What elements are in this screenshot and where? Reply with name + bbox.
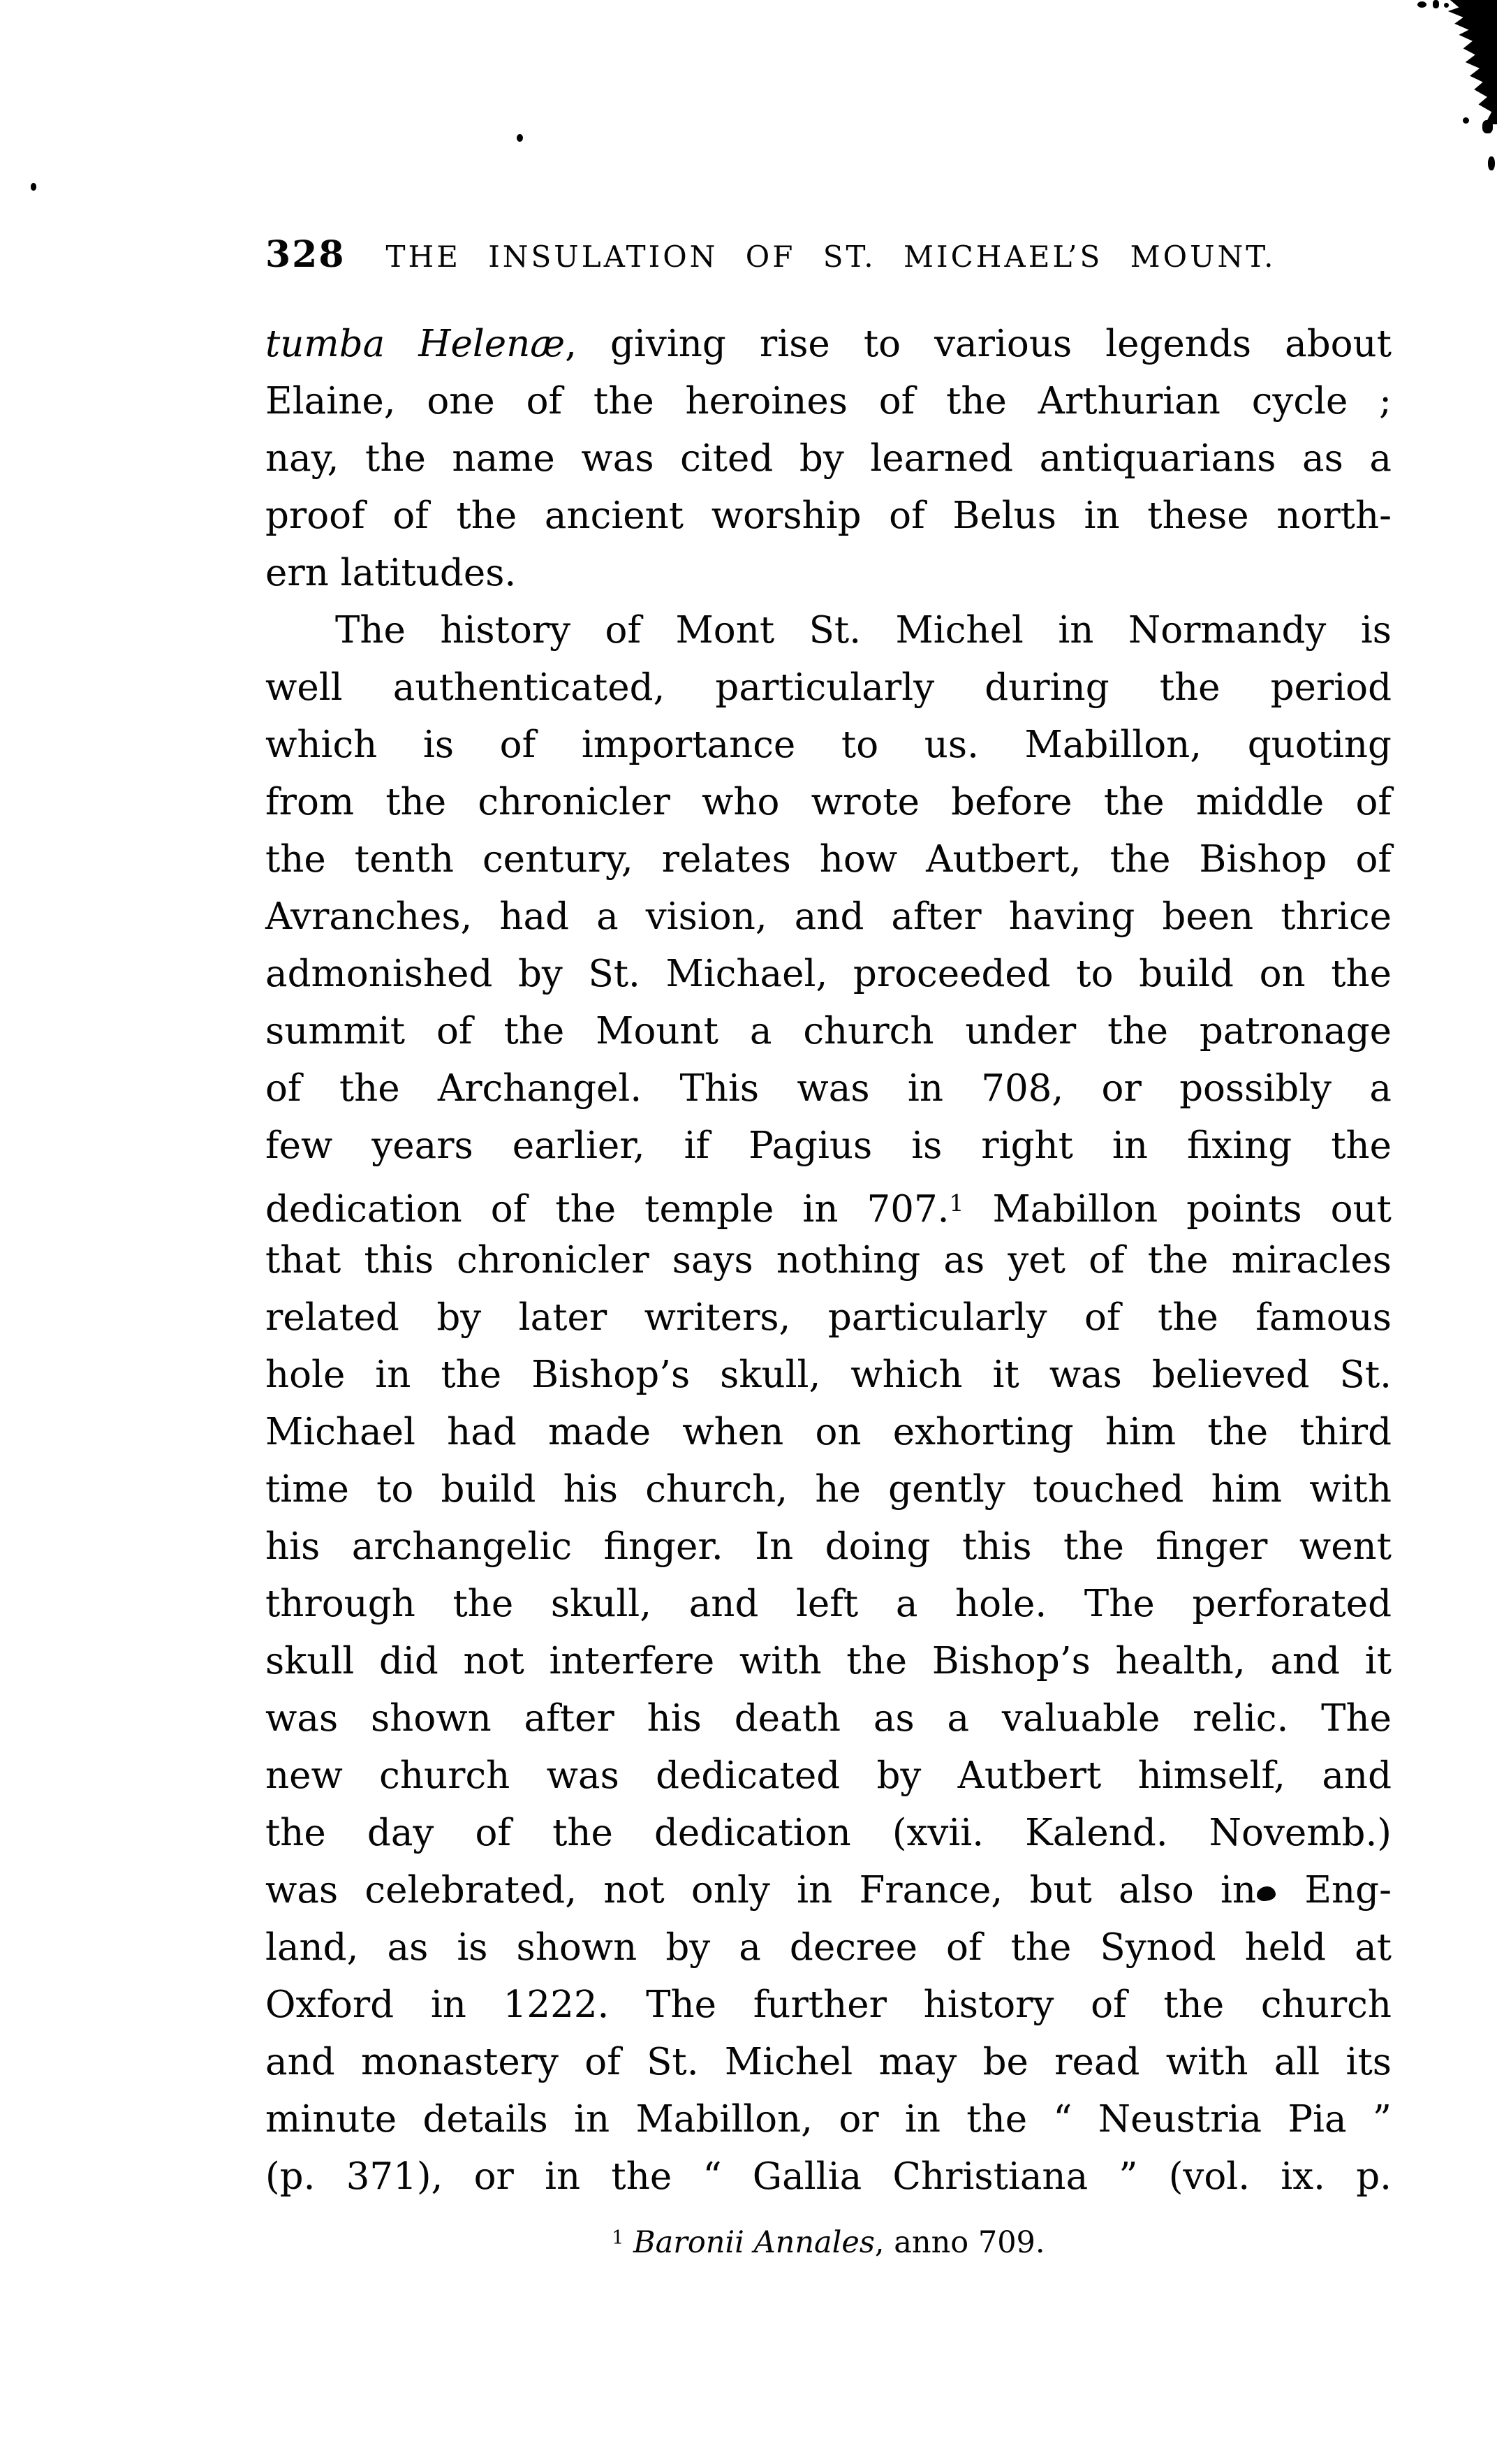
body-line (265, 487, 1392, 545)
body-line (265, 1117, 1392, 1175)
text-segment: nay, the name was cited by learned antiquarians as a (265, 437, 1392, 480)
ink-speck-artifact (31, 183, 36, 191)
text-segment: the tenth century, relates how Autbert, the Bishop of (265, 838, 1392, 881)
text-segment: that this chronicler says nothing as yet of the miracles (265, 1239, 1392, 1282)
text-segment: Oxford in 1222. The further history of the church (265, 1983, 1392, 2026)
text-segment: , anno 709. (874, 2225, 1045, 2260)
text-segment: of the Archangel. This was in 708, or possibly a (265, 1067, 1392, 1110)
body-line (265, 1747, 1392, 1805)
text-segment: summit of the Mount a church under the patronage (265, 1010, 1392, 1053)
footnote (265, 2225, 1392, 2260)
text-segment: proof of the ancient worship of Belus in these north- (265, 494, 1392, 537)
body-line (265, 1690, 1392, 1747)
body-line (265, 430, 1392, 487)
text-segment: the day of the dedication (xvii. Kalend. Novemb.) (265, 1812, 1392, 1854)
text-segment: Mabillon points out (964, 1187, 1392, 1231)
body-line (265, 1461, 1392, 1518)
body-line (265, 373, 1392, 430)
ink-speck-artifact (1433, 0, 1439, 8)
text-segment: was shown after his death as a valuable relic. The (265, 1697, 1392, 1740)
ink-speck-artifact (1444, 3, 1449, 8)
body-line (265, 1633, 1392, 1690)
text-segment (624, 2225, 633, 2260)
body-line (265, 1404, 1392, 1461)
text-segment: (p. 371), or in the “ Gallia Christiana ” (vol. ix. p. (265, 2155, 1392, 2198)
body-line (265, 2034, 1392, 2091)
running-header (265, 233, 1393, 276)
ink-speck-artifact (517, 134, 523, 142)
body-line (265, 1576, 1392, 1633)
ink-speck-artifact (1463, 117, 1469, 124)
text-segment: from the chronicler who wrote before the middle of (265, 781, 1392, 823)
body-line (265, 1862, 1392, 1919)
text-segment: The history of Mont St. Michel in Normandy is (335, 609, 1392, 652)
body-line (265, 2091, 1392, 2148)
text-segment: and monastery of St. Michel may be read with all its (265, 2041, 1392, 2083)
text-segment: hole in the Bishop’s skull, which it was believed St. (265, 1354, 1392, 1396)
body-line (265, 1289, 1392, 1347)
text-segment: few years earlier, if Pagius is right in fixing the (265, 1124, 1392, 1167)
body-line (265, 1060, 1392, 1117)
body-line (265, 659, 1392, 717)
body-line (265, 602, 1392, 659)
text-segment: dedication of the temple in 707. (265, 1187, 950, 1231)
body-line (265, 1518, 1392, 1576)
body-line (265, 545, 1392, 602)
body-line (265, 1805, 1392, 1862)
text-segment: related by later writers, particularly of the famous (265, 1296, 1392, 1339)
body-line (265, 946, 1392, 1003)
text-segment: well authenticated, particularly during the period (265, 666, 1392, 709)
text-segment: tumba Helenæ (265, 323, 566, 365)
text-segment: 1 (612, 2227, 624, 2250)
text-segment: Baronii Annales (633, 2225, 875, 2260)
text-segment: was celebrated, not only in France, but also in (265, 1869, 1257, 1912)
text-segment: through the skull, and left a hole. The perforated (265, 1583, 1392, 1625)
body-line (265, 1003, 1392, 1060)
text-segment: minute details in Mabillon, or in the “ Neustria Pia ” (265, 2098, 1392, 2141)
text-block (265, 316, 1392, 2206)
text-segment: Avranches, had a vision, and after having been thrice (265, 895, 1392, 938)
page-number: 328 (265, 233, 346, 276)
ink-blot-artifact (1443, 0, 1497, 124)
ink-speck-artifact (1417, 1, 1426, 8)
body-line (265, 831, 1392, 888)
text-segment: Elaine, one of the heroines of the Arthurian cycle ; (265, 380, 1392, 423)
text-segment: Michael had made when on exhorting him the third (265, 1411, 1392, 1453)
body-line (265, 717, 1392, 774)
text-segment: 1 (949, 1189, 964, 1217)
text-segment: land, as is shown by a decree of the Synod held at (265, 1926, 1392, 1969)
body-line (265, 1919, 1392, 1977)
ink-speck-artifact (1482, 120, 1493, 133)
text-segment: his archangelic finger. In doing this the finger went (265, 1525, 1392, 1568)
text-segment: ern latitudes. (265, 552, 517, 594)
ink-speck-artifact (1488, 156, 1495, 170)
running-title: THE INSULATION OF ST. MICHAEL’S MOUNT. (385, 240, 1276, 274)
body-line (265, 1175, 1392, 1232)
body-line (265, 888, 1392, 946)
text-segment: time to build his church, he gently touched him with (265, 1468, 1392, 1511)
text-segment: skull did not interfere with the Bishop’s health, and it (265, 1640, 1392, 1682)
body-line (265, 2148, 1392, 2206)
text-segment: , giving rise to various legends about (565, 323, 1392, 365)
text-segment: which is of importance to us. Mabillon, quoting (265, 724, 1392, 766)
body-line (265, 774, 1392, 831)
text-segment: admonished by St. Michael, proceeded to build on the (265, 953, 1392, 995)
body-line (265, 316, 1392, 373)
body-line (265, 1977, 1392, 2034)
text-segment: Eng- (1278, 1869, 1392, 1912)
body-line (265, 1232, 1392, 1289)
body-line (265, 1347, 1392, 1404)
text-segment: new church was dedicated by Autbert himself, and (265, 1754, 1392, 1797)
ink-blot-inline (1257, 1886, 1276, 1901)
